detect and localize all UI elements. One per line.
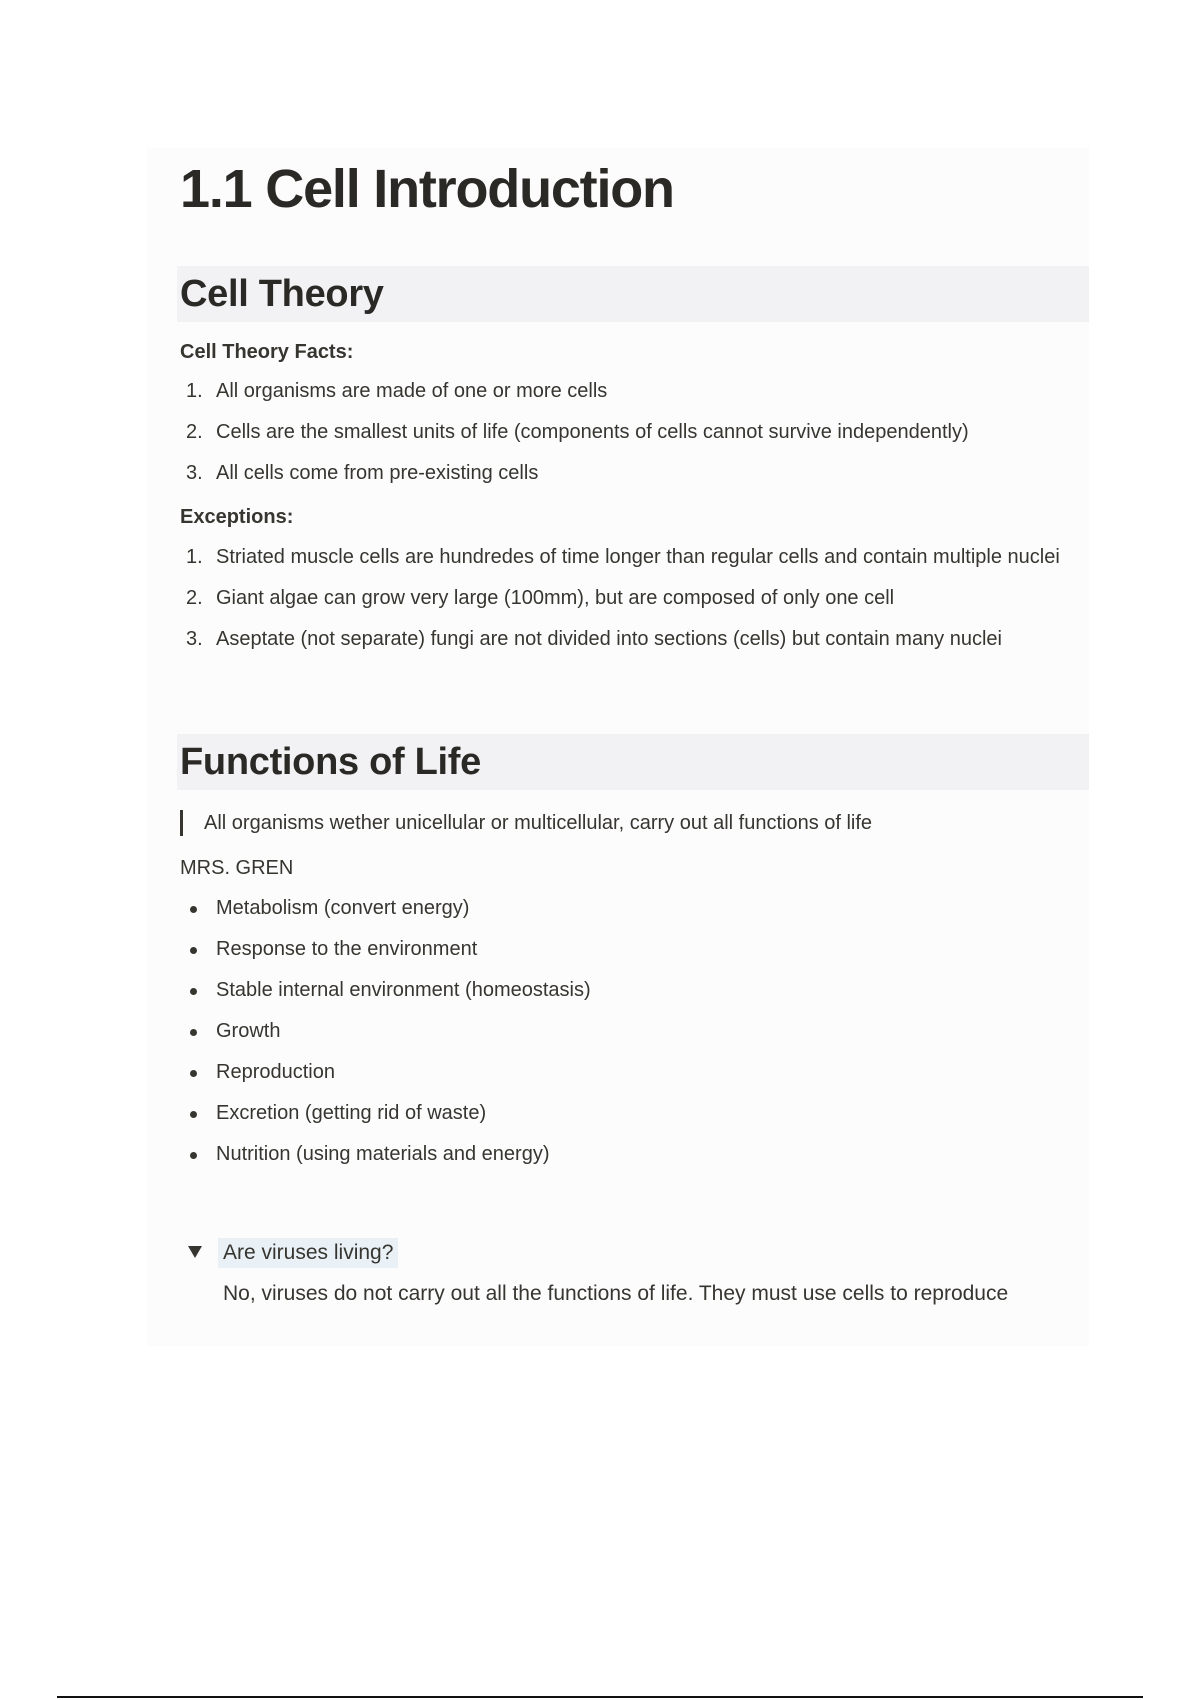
page-bottom-rule: [57, 1696, 1143, 1698]
list-number: 3.: [186, 628, 203, 650]
functions-of-life-heading: Functions of Life: [177, 734, 1089, 790]
toggle-header[interactable]: [188, 1238, 1068, 1268]
list-item: [180, 1016, 1060, 1047]
quote-block: All organisms wether unicellular or multicellular, carry out all functions of life: [180, 810, 1084, 836]
list-item: [180, 376, 1060, 407]
list-item: [180, 624, 1060, 655]
list-item-text: Excretion (getting rid of waste): [216, 1102, 487, 1124]
bullet-icon: [190, 1029, 197, 1036]
list-item-text: Nutrition (using materials and energy): [216, 1143, 550, 1165]
bullet-icon: [190, 1111, 197, 1118]
list-number: 2.: [186, 421, 203, 443]
toggle-content: No, viruses do not carry out all the functions of life. They must use cells to reproduce: [223, 1282, 1009, 1305]
list-item: [180, 893, 1060, 924]
mrs-gren-label: MRS. GREN: [180, 857, 294, 879]
toggle-block: [188, 1238, 1068, 1305]
bullet-icon: [190, 1152, 197, 1159]
functions-list: [180, 893, 1060, 1180]
list-item: [180, 1139, 1060, 1170]
list-item: [180, 1098, 1060, 1129]
list-item-text: Striated muscle cells are hundredes of time longer than regular cells and contain multiple nuclei: [216, 546, 1060, 568]
list-item-text: All cells come from pre-existing cells: [216, 462, 539, 484]
list-item: [180, 1057, 1060, 1088]
list-item: [180, 458, 1060, 489]
bullet-icon: [190, 1070, 197, 1077]
page-title: 1.1 Cell Introduction: [180, 159, 674, 219]
list-item-text: Giant algae can grow very large (100mm), but are composed of only one cell: [216, 587, 895, 609]
cell-theory-heading: Cell Theory: [177, 266, 1089, 322]
list-item-text: All organisms are made of one or more cells: [216, 380, 608, 402]
list-item-text: Aseptate (not separate) fungi are not divided into sections (cells) but contain many nuclei: [216, 628, 1002, 650]
bullet-icon: [190, 906, 197, 913]
toggle-triangle-icon[interactable]: [188, 1246, 202, 1258]
toggle-summary[interactable]: Are viruses living?: [218, 1238, 398, 1268]
list-item: [180, 417, 1060, 448]
list-item-text: Reproduction: [216, 1061, 335, 1083]
exceptions-label: Exceptions:: [180, 506, 294, 528]
list-item: [180, 975, 1060, 1006]
bullet-icon: [190, 988, 197, 995]
list-item-text: Growth: [216, 1020, 281, 1042]
list-number: 1.: [186, 380, 203, 402]
bullet-icon: [190, 947, 197, 954]
cell-theory-facts-label: Cell Theory Facts:: [180, 341, 354, 363]
list-item-text: Metabolism (convert energy): [216, 897, 470, 919]
list-item-text: Stable internal environment (homeostasis): [216, 979, 591, 1001]
list-item: [180, 583, 1060, 614]
cell-theory-facts-list: [180, 376, 1060, 499]
list-item: [180, 542, 1060, 573]
exceptions-list: [180, 542, 1060, 665]
list-number: 3.: [186, 462, 203, 484]
list-number: 2.: [186, 587, 203, 609]
list-item: [180, 934, 1060, 965]
list-item-text: Response to the environment: [216, 938, 478, 960]
list-number: 1.: [186, 546, 203, 568]
list-item-text: Cells are the smallest units of life (components of cells cannot survive independently): [216, 421, 969, 443]
